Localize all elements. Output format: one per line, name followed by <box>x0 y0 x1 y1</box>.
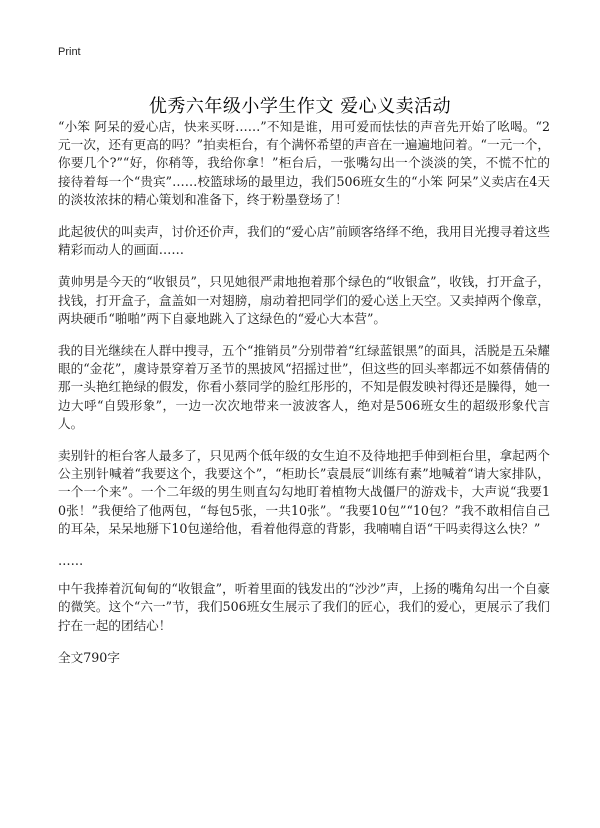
print-link[interactable]: Print <box>58 46 81 58</box>
paragraph-6: 中午我捧着沉甸甸的“收银盒”，听着里面的钱发出的“沙沙”声，上扬的嘴角勾出一个自豪的微笑。这个“六一”节，我们506班女生展示了我们的匠心，我们的爱心，更展示了我们拧在一起的团结心！ <box>58 581 550 633</box>
ellipsis-separator: …… <box>58 553 84 569</box>
article-body <box>58 118 550 667</box>
paragraph-1: “小笨 阿呆的爱心店，快来买呀……”不知是谁，用可爱而怯怯的声音先开始了吆喝。“2元一次，还有更高的吗？”拍卖柜台，有个满怀希望的声音在一遍遍地问着。“一元一个，你要几个?”“好，你稍等，我给你拿！”柜台后，一张嘴勾出一个淡淡的笑，不慌不忙的接待着每一个“贵宾”……校篮球场的最里边，我们506班女生的“小笨 阿呆”义卖店在4天的淡妆浓抹的精心策划和准备下，终于粉墨登场了！ <box>58 119 550 207</box>
word-count: 全文790字 <box>58 649 120 665</box>
paragraph-5: 卖别针的柜台客人最多了，只见两个低年级的女生迫不及待地把手伸到柜台里，拿起两个公主别针喊着“我要这个，我要这个”，“柜助长”袁晨辰“训练有素”地喊着“请大家排队，一个一个来”。一个二年级的男生则直勾勾地盯着植物大战僵尸的游戏卡，大声说“我要10张！”我便给了他两包，“每包5张，一共10张”。“我要10包”“10包？”我不敢相信自己的耳朵，呆呆地掰下10包递给他，看着他得意的背影，我喃喃自语“干吗卖得这么快？” <box>58 448 550 536</box>
article-title: 优秀六年级小学生作文 爱心义卖活动 <box>148 96 452 118</box>
paragraph-4: 我的目光继续在人群中搜寻，五个“推销员”分别带着“红绿蓝银黑”的面具，活脱是五朵耀眼的“金花”，虞诗景穿着万圣节的黑披风“招摇过世”，但这些的回头率都远不如蔡倩倩的那一头艳红艳绿的假发，你看小蔡同学的脸红彤彤的，不知是假发映衬得还是臊得，她一边大呼“自毁形象”，一边一次次地带来一波波客人，绝对是506班女生的超级形象代言人。 <box>58 343 550 431</box>
paragraph-2: 此起彼伏的叫卖声，讨价还价声，我们的“爱心店”前顾客络绎不绝，我用目光搜寻着这些精彩而动人的画面…… <box>58 224 550 258</box>
paragraph-3: 黄帅男是今天的“收银员”，只见她很严肃地抱着那个绿色的“收银盒”，收钱，打开盒子，找钱，打开盒子，盒盖如一对翅膀，扇动着把同学们的爱心送上天空。又卖掉两个像章，两块硬币“啪啪”两下自豪地跳入了这绿色的“爱心大本营”。 <box>58 274 550 326</box>
